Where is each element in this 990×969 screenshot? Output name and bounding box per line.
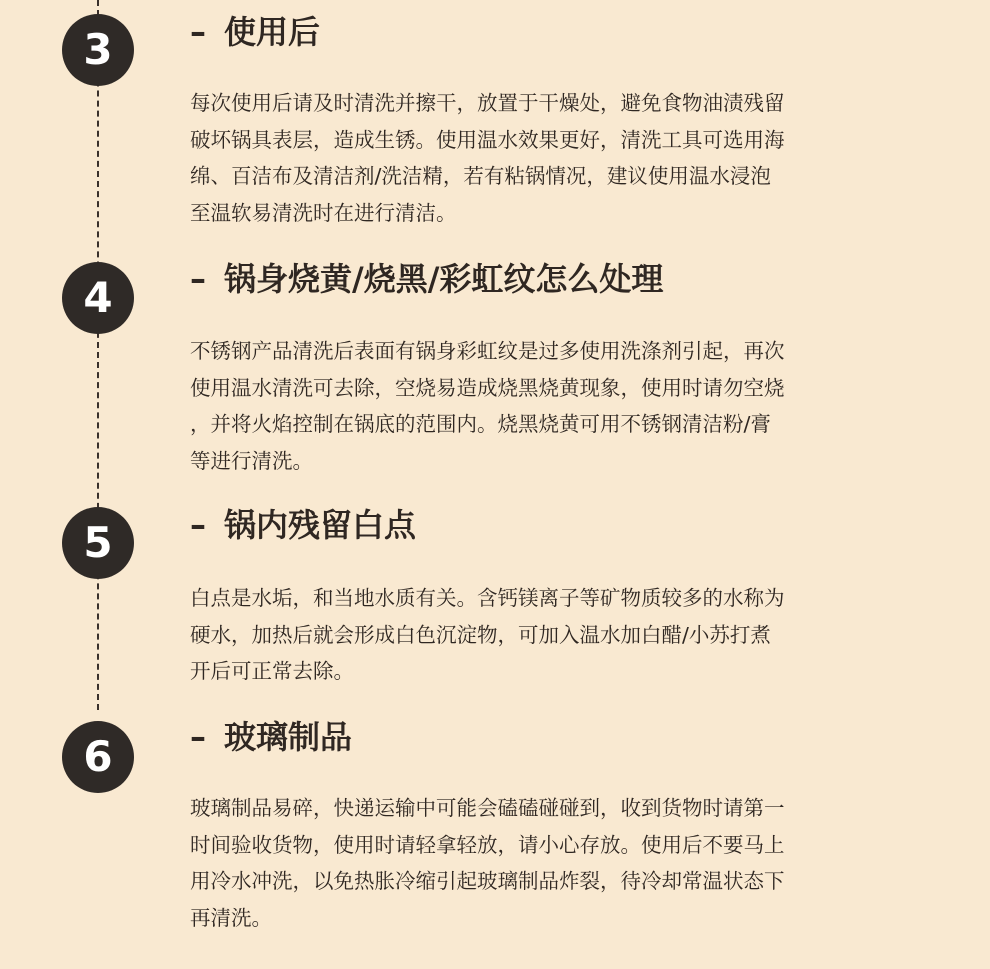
step-number-badge: 6 — [62, 721, 134, 793]
timeline-dashed-line — [97, 0, 99, 710]
heading-title: 使用后 — [224, 13, 321, 51]
paragraph-line: 玻璃制品易碎，快递运输中可能会磕磕碰碰到，收到货物时请第一 — [190, 796, 785, 820]
paragraph-line: 硬水，加热后就会形成白色沉淀物，可加入温水加白醋/小苏打煮 — [190, 622, 771, 647]
section-heading — [190, 12, 320, 52]
heading-dash: – — [190, 13, 206, 51]
paragraph-line: 至温软易清洗时在进行清洁。 — [190, 200, 457, 225]
section-heading — [190, 505, 416, 545]
paragraph-line: 不锈钢产品清洗后表面有锅身彩虹纹是过多使用洗涤剂引起，再次 — [190, 339, 785, 363]
heading-dash: – — [190, 718, 206, 756]
paragraph-line: ，并将火焰控制在锅底的范围内。烧黑烧黄可用不锈钢清洁粉/膏 — [190, 412, 771, 436]
step-number-badge: 4 — [62, 262, 134, 334]
section-paragraph — [190, 85, 890, 231]
paragraph-line: 绵、百洁布及清洁剂/洗洁精，若有粘锅情况，建议使用温水浸泡 — [190, 164, 771, 188]
section-heading — [190, 259, 663, 299]
heading-title: 锅身烧黄/烧黑/彩虹纹怎么处理 — [224, 260, 664, 298]
section-paragraph — [190, 580, 890, 690]
paragraph-line: 用冷水冲洗，以免热胀冷缩引起玻璃制品炸裂，待冷却常温状态下 — [190, 869, 785, 893]
paragraph-line: 再清洗。 — [190, 905, 272, 930]
paragraph-line: 使用温水清洗可去除，空烧易造成烧黑烧黄现象，使用时请勿空烧 — [190, 375, 785, 400]
heading-dash: – — [190, 260, 206, 298]
heading-title: 锅内残留白点 — [224, 506, 417, 544]
paragraph-line: 每次使用后请及时清洗并擦干，放置于干燥处，避免食物油渍残留 — [190, 91, 785, 115]
step-number-badge: 5 — [62, 507, 134, 579]
section-heading — [190, 717, 352, 757]
paragraph-line: 时间验收货物，使用时请轻拿轻放，请小心存放。使用后不要马上 — [190, 832, 785, 857]
paragraph-line: 破坏锅具表层，造成生锈。使用温水效果更好，清洗工具可选用海 — [190, 127, 785, 152]
heading-dash: – — [190, 506, 206, 544]
section-paragraph — [190, 790, 890, 936]
step-number-badge: 3 — [62, 14, 134, 86]
paragraph-line: 等进行清洗。 — [190, 448, 313, 473]
heading-title: 玻璃制品 — [224, 718, 353, 756]
paragraph-line: 开后可正常去除。 — [190, 659, 354, 683]
section-paragraph — [190, 333, 890, 479]
paragraph-line: 白点是水垢，和当地水质有关。含钙镁离子等矿物质较多的水称为 — [190, 586, 785, 610]
